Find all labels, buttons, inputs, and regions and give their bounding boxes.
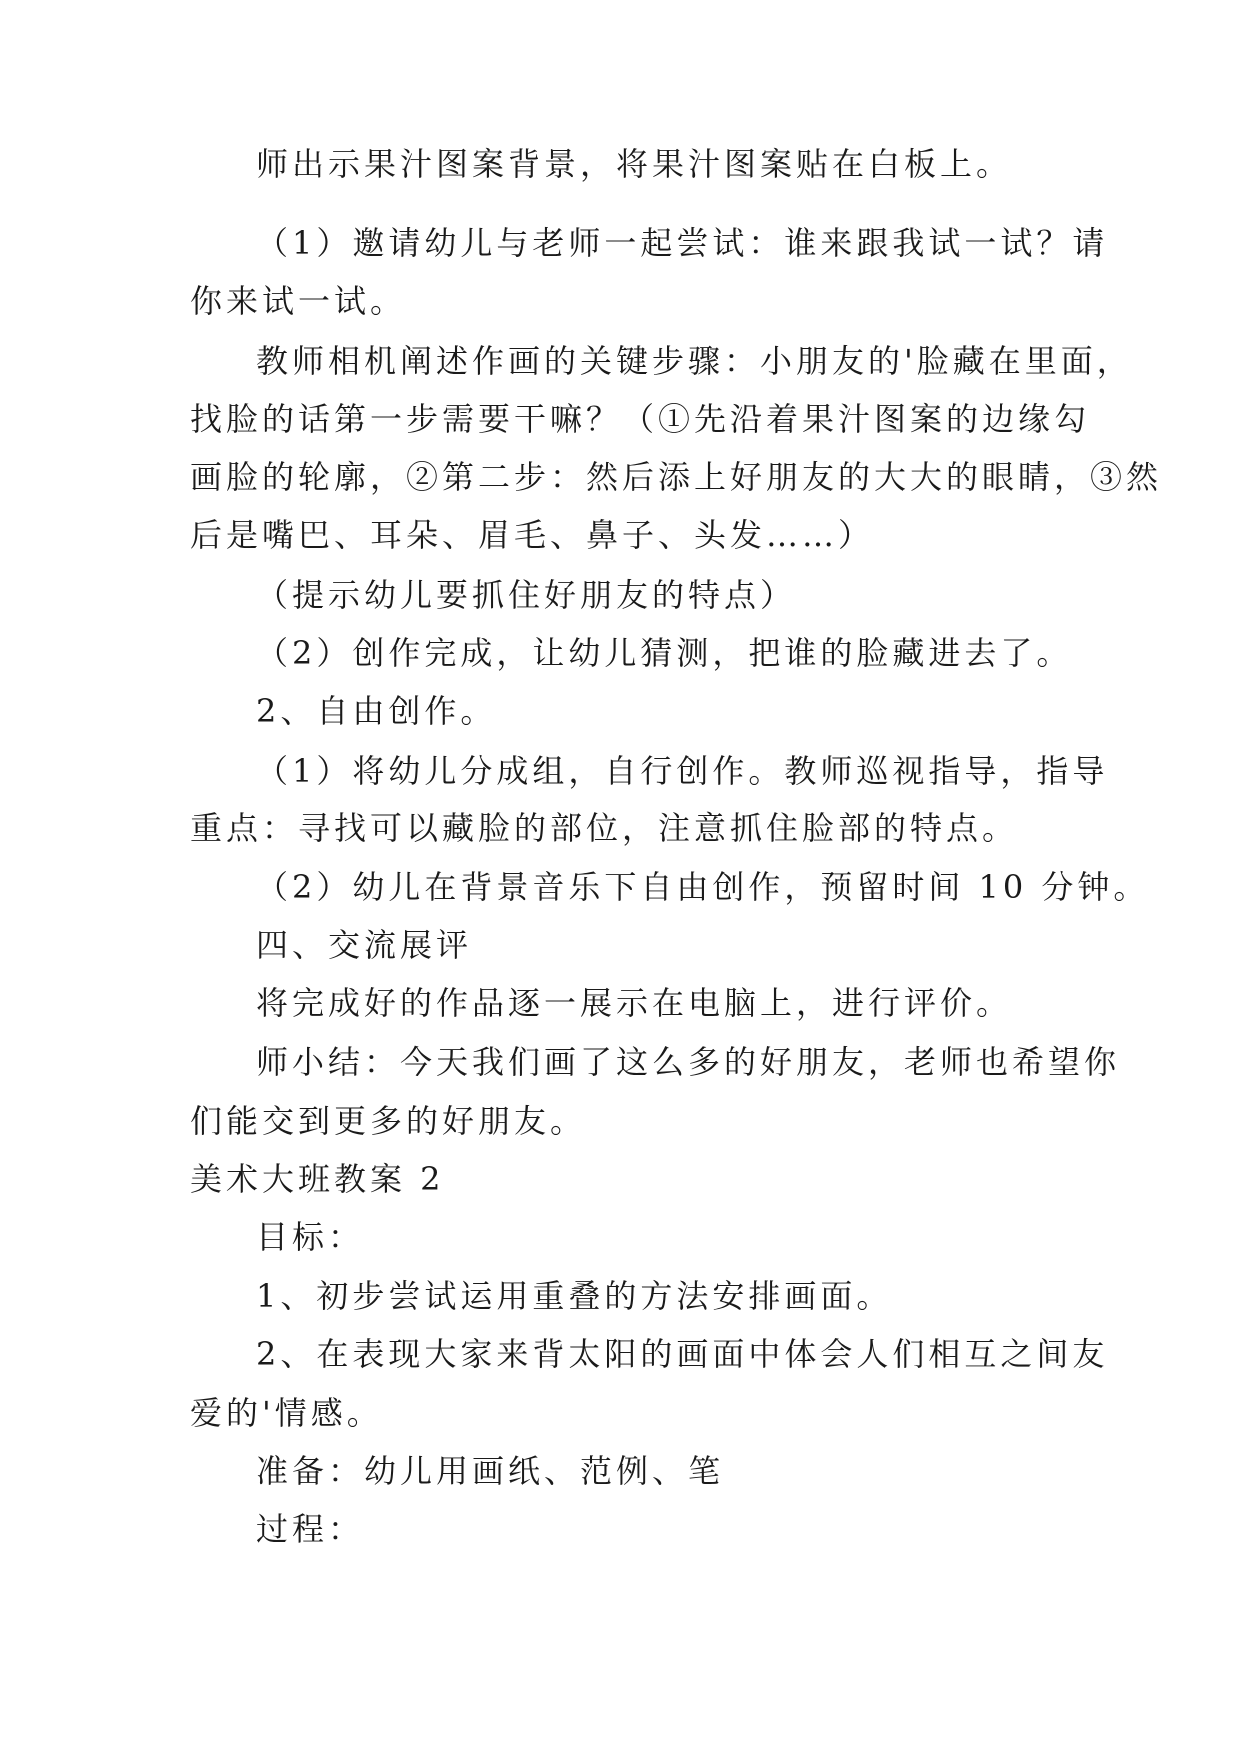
section-heading: 目标： bbox=[256, 1218, 365, 1256]
paragraph-line: 画脸的轮廓，②第二步：然后添上好朋友的大大的眼睛，③然 bbox=[190, 458, 1163, 496]
paragraph-line: 将完成好的作品逐一展示在电脑上，进行评价。 bbox=[256, 984, 1013, 1022]
section-heading: 四、交流展评 bbox=[256, 926, 473, 964]
paragraph-line: 准备：幼儿用画纸、范例、笔 bbox=[256, 1452, 725, 1490]
paragraph-line: （提示幼儿要抓住好朋友的特点） bbox=[256, 576, 797, 614]
paragraph-line: （1）将幼儿分成组，自行创作。教师巡视指导，指导 bbox=[256, 752, 1109, 790]
paragraph-line: 师小结：今天我们画了这么多的好朋友，老师也希望你 bbox=[256, 1043, 1121, 1081]
paragraph-line: 找脸的话第一步需要干嘛？（①先沿着果汁图案的边缘勾 bbox=[190, 400, 1091, 438]
section-heading: 2、自由创作。 bbox=[256, 692, 497, 730]
paragraph-line: 们能交到更多的好朋友。 bbox=[190, 1102, 587, 1140]
paragraph-line: 教师相机阐述作画的关键步骤：小朋友的'脸藏在里面， bbox=[256, 342, 1133, 380]
paragraph-line: 师出示果汁图案背景，将果汁图案贴在白板上。 bbox=[256, 145, 1013, 183]
lesson-title: 美术大班教案 2 bbox=[190, 1160, 445, 1198]
paragraph-line: （2）创作完成，让幼儿猜测，把谁的脸藏进去了。 bbox=[256, 634, 1073, 672]
paragraph-line: 2、在表现大家来背太阳的画面中体会人们相互之间友 bbox=[256, 1335, 1109, 1373]
paragraph-line: 后是嘴巴、耳朵、眉毛、鼻子、头发……） bbox=[190, 516, 875, 554]
paragraph-line: 重点：寻找可以藏脸的部位，注意抓住脸部的特点。 bbox=[190, 809, 1019, 847]
paragraph-line: （2）幼儿在背景音乐下自由创作，预留时间 10 分钟。 bbox=[256, 868, 1150, 906]
paragraph-line: 1、初步尝试运用重叠的方法安排画面。 bbox=[256, 1277, 893, 1315]
paragraph-line: （1）邀请幼儿与老师一起尝试：谁来跟我试一试？请 bbox=[256, 224, 1109, 262]
section-heading: 过程： bbox=[256, 1510, 365, 1548]
paragraph-line: 爱的'情感。 bbox=[190, 1394, 383, 1432]
paragraph-line: 你来试一试。 bbox=[190, 282, 407, 320]
